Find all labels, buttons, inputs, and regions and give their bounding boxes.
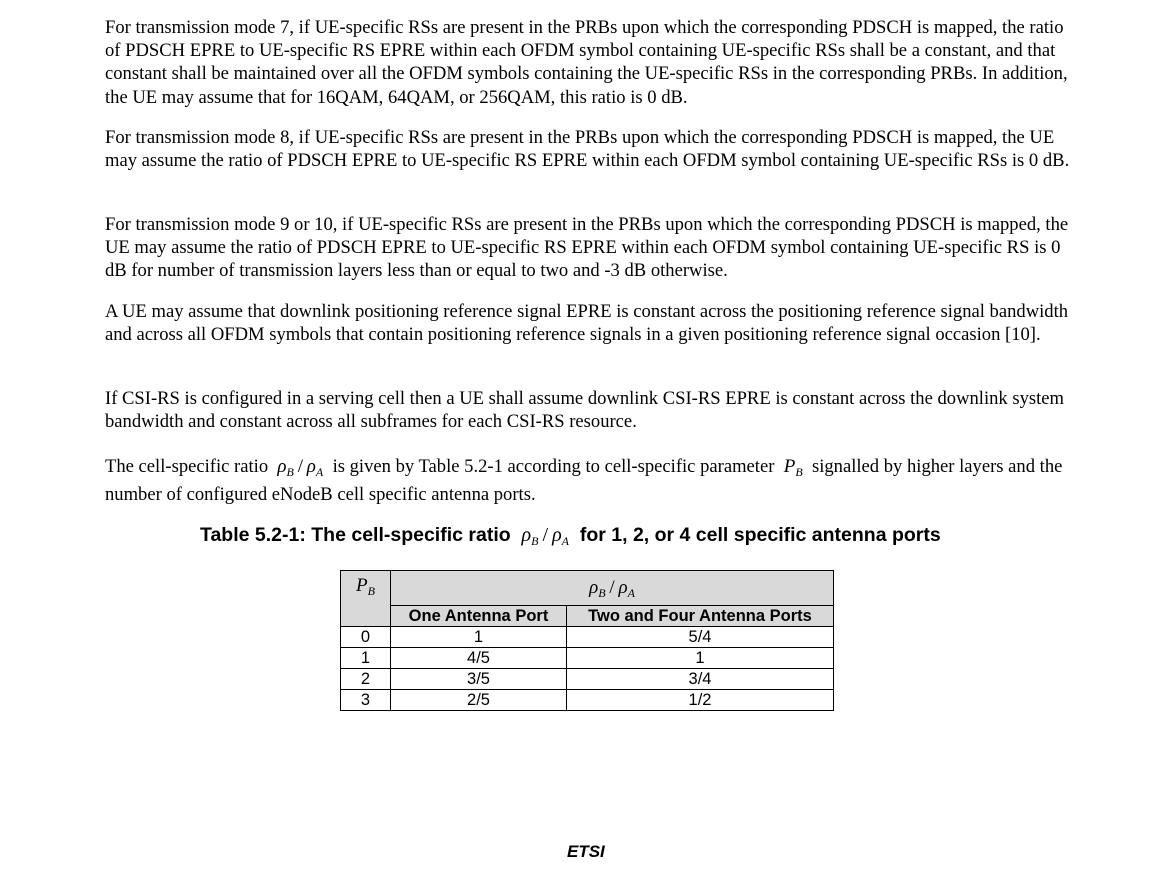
table-row	[341, 669, 834, 690]
ratio-text-1: The cell-specific ratio	[105, 456, 269, 477]
two-four-port-value: 1	[567, 648, 834, 669]
two-four-port-value: 3/4	[567, 669, 834, 690]
pb-symbol: $P_B$	[783, 456, 803, 479]
one-port-value: 2/5	[391, 690, 567, 711]
ratio-header-cell: $\rho_B / \rho_A$	[391, 571, 834, 606]
ratio-text-2: is given by Table 5.2-1 according to cell-specific parameter	[332, 456, 775, 477]
col-header-two-four-ports: Two and Four Antenna Ports	[567, 606, 834, 627]
pb-value: 0	[341, 627, 391, 648]
document-page: For transmission mode 7, if UE-specific RSs are present in the PRBs upon which the corresponding PDSCH is mapped, the ratio of PDSCH EPRE to UE-specific RS EPRE within each OFDM symbol containing UE-specific RSs shall be a constant, and that constant shall be maintained over all the OFDM symbols containing the UE-specific RSs in the corresponding PRBs. In addition, the UE may assume that for 16QAM, 64QAM, or 256QAM, this ratio is 0 dB. For transmission mode 8, if UE-specific RSs are present in the PRBs upon which the corresponding PDSCH is mapped, the UE may assume the ratio of PDSCH EPRE to UE-specific RS EPRE within each OFDM symbol containing UE-specific RSs is 0 dB. For transmission mode 9 or 10, if UE-specific RSs are present in the PRBs upon which the corresponding PDSCH is mapped, the UE may assume the ratio of PDSCH EPRE to UE-specific RS EPRE within each OFDM symbol containing UE-specific RS is 0 dB for number of transmission layers less than or equal to two and -3 dB otherwise. A UE may assume that downlink positioning reference signal EPRE is constant across the positioning reference signal bandwidth and across all OFDM symbols that contain positioning reference signals in a given positioning reference signal occasion [10]. If CSI-RS is configured in a serving cell then a UE shall assume downlink CSI-RS EPRE is constant across the downlink system bandwidth and constant across all subframes for each CSI-RS resource. The cell-specific ratio $\rho_B / \rho_A$ is given by Table 5.2-1 according to cell-specific parameter $P_B$ signalled by higher layers and the number of configured eNodeB cell specific antenna ports. Table 5.2-1: The cell-specific ratio $\rho_B / \rho_A$ for 1, 2, or 4 cell specific antenna ports $P_B$ $\rho_B / \rho_A$ One Antenna Port Two and Four Antenna Ports 0 1 5/4 1 4/5 1 2 3/5 3/4 3 2/5 1/2 ETSI	[105, 17, 1070, 861]
paragraph-cell-ratio	[105, 453, 1070, 509]
paragraph-csi-rs: If CSI-RS is configured in a serving cell then a UE shall assume downlink CSI-RS EPRE is constant across the downlink system bandwidth and constant across all subframes for each CSI-RS resource.	[105, 388, 1065, 433]
table-row	[341, 690, 834, 711]
paragraph-tm9-10: For transmission mode 9 or 10, if UE-specific RSs are present in the PRBs upon which the corresponding PDSCH is mapped, the UE may assume the ratio of PDSCH EPRE to UE-specific RS EPRE within each OFDM symbol containing UE-specific RS is 0 dB for number of transmission layers less than or equal to two and -3 dB otherwise.	[105, 214, 1069, 282]
paragraph-tm7: For transmission mode 7, if UE-specific RSs are present in the PRBs upon which the corresponding PDSCH is mapped, the ratio of PDSCH EPRE to UE-specific RS EPRE within each OFDM symbol containing UE-specific RSs shall be a constant, and that constant shall be maintained over all the OFDM symbols containing the UE-specific RSs in the corresponding PRBs. In addition, the UE may assume that for 16QAM, 64QAM, or 256QAM, this ratio is 0 dB.	[105, 17, 1068, 108]
table-row	[341, 627, 834, 648]
ratio-text-3: signalled by higher layers and the number of configured eNodeB cell specific antenna ports.	[105, 456, 1063, 505]
table-row	[341, 648, 834, 669]
pb-value: 1	[341, 648, 391, 669]
one-port-value: 1	[391, 627, 567, 648]
etsi-footer-label: ETSI	[567, 842, 605, 861]
pb-value: 2	[341, 669, 391, 690]
one-port-value: 3/5	[391, 669, 567, 690]
one-port-value: 4/5	[391, 648, 567, 669]
rho-b-over-rho-a-formula: $\rho_B / \rho_A$	[277, 456, 324, 479]
two-four-port-value: 1/2	[567, 690, 834, 711]
ratio-table	[340, 570, 834, 711]
caption-formula: $\rho_B / \rho_A$	[521, 524, 570, 548]
paragraph-tm8: For transmission mode 8, if UE-specific RSs are present in the PRBs upon which the corresponding PDSCH is mapped, the UE may assume the ratio of PDSCH EPRE to UE-specific RS EPRE within each OFDM symbol containing UE-specific RSs is 0 dB.	[105, 127, 1070, 172]
pb-header-cell: $P_B$	[341, 571, 391, 627]
two-four-port-value: 5/4	[567, 627, 834, 648]
col-header-one-port: One Antenna Port	[391, 606, 567, 627]
paragraph-prs: A UE may assume that downlink positioning reference signal EPRE is constant across the positioning reference signal bandwidth and across all OFDM symbols that contain positioning reference signals in a given positioning reference signal occasion [10].	[105, 301, 1069, 346]
pb-value: 3	[341, 690, 391, 711]
